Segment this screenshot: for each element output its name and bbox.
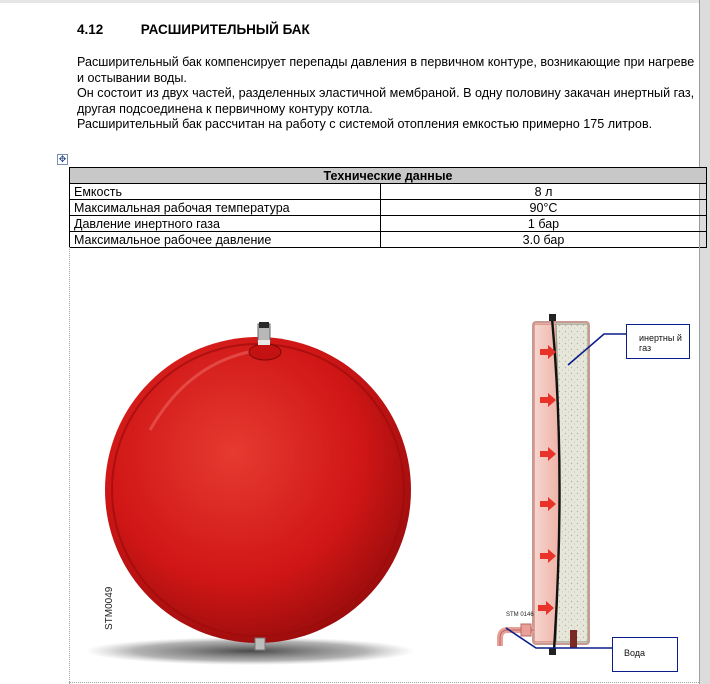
- spec-value: 8 л: [381, 184, 707, 200]
- label-inert-gas: инертны й газ: [626, 324, 690, 359]
- spec-param: Максимальное рабочее давление: [70, 232, 381, 248]
- expansion-tank-photo: [105, 322, 411, 650]
- paragraph-capacity: Расширительный бак рассчитан на работу с системой отопления емкостью примерно 175 литров.: [77, 117, 653, 131]
- diagram-code: STM 0146: [506, 612, 534, 618]
- spec-value: 90°C: [381, 200, 707, 216]
- photo-code: STM0049: [104, 586, 115, 630]
- paragraph-structure: Он состоит из двух частей, разделенных эластичной мембраной. В одну половину закачан инертный газ, другая подсоединена к первичному контуру котла.: [77, 86, 695, 116]
- section-title: РАСШИРИТЕЛЬНЫЙ БАК: [140, 22, 310, 37]
- spec-value: 1 бар: [381, 216, 707, 232]
- spec-param: Максимальная рабочая температура: [70, 200, 381, 216]
- spec-value: 3.0 бар: [381, 232, 707, 248]
- tank-section-diagram: [500, 314, 589, 655]
- label-water: Вода: [612, 637, 678, 672]
- spec-param: Емкость: [70, 184, 381, 200]
- spec-table-header: Технические данные: [70, 168, 707, 184]
- paragraph-purpose: Расширительный бак компенсирует перепады давления в первичном контуре, возникающие при нагреве и остывании воды.: [77, 55, 695, 85]
- section-number: 4.12: [77, 22, 104, 37]
- table-move-handle-icon[interactable]: ✥: [58, 154, 67, 164]
- spec-param: Давление инертного газа: [70, 216, 381, 232]
